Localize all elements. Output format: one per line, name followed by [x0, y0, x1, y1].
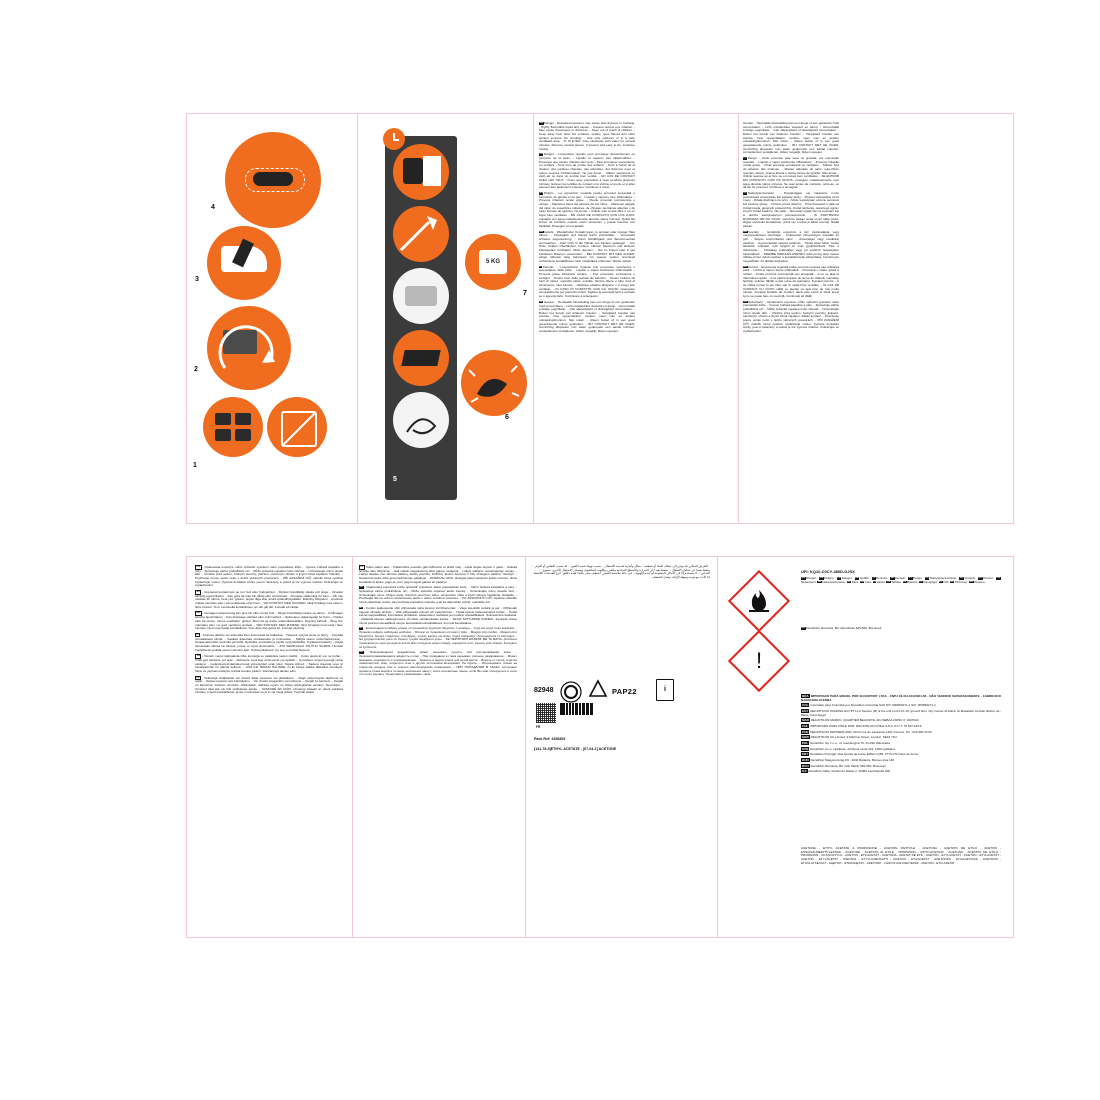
exclamation-mark-pictogram [728, 630, 790, 692]
step-number-7: 7 [523, 290, 527, 297]
importer-svn: Decathlon d.o.o. Ljubljana, Jurčkova cesta 223, 1000 Ljubljana [810, 746, 895, 751]
importer-mar: DECATHLON MAROC, QUARTIER BEAUSITE, AIN SEBAA 20250, P. 1007044 [810, 718, 919, 723]
green-dot-icon [560, 681, 582, 703]
importer-ru-text: Decathlon Romania, Bd. Iuliu Maniu 546-560, Bucureşti [806, 626, 882, 631]
fold-line [738, 114, 739, 523]
step-2-illustration [207, 306, 291, 390]
importer-ita: Decathlon Italia, Via Enrico Mattei 2, 20084 Lacchiarella (MI) [808, 769, 891, 774]
step-1-illustration-a [203, 397, 263, 457]
text-sv: - Upprepad kontakt kan ge torr hud eller hudsprickor. - Mycket brandfarlig vätska och ånga. - Orsakar allvarlig ögonirritation. - Kan göra att man blir dåsig eller omtöcknad. - Förvaras oåtkomligt för barn. - Får inte utsättas för värme, heta ytor, gnistor, öppen låga eller andra antändningskällor. Rökning förbjuden. - Används endast utomhus eller i väl ventilerade utrymmen. - VID KONTAKT MED ÖGONEN: skölj försiktigt med vatten i flera minuter. Ta ur eventuella kontaktlinser om det går lätt. Fortsätt att skölja. [195, 590, 343, 609]
step-number-2: 2 [194, 366, 198, 373]
text-nl: Gevaar. - Herhaalde blootstelling kan een droge of een gebarsten huid veroorzaken. - Licht ontvlambare vloeistof en damp. - Veroorzaakt ernstige oogirritatie. - Kan slaperigheid of duizeligheid veroorzaken. - Buiten het bereik van kinderen houden. - Verwijderd houden van warmte, hete oppervlakken, vonken, open vuur en andere ontstekingsbronnen. Niet roken. - Alleen buiten of in een goed geventileerde ruimte gebruiken. - BIJ CONTACT MET DE OGEN: voorzichtig afspoelen met water gedurende een aantal minuten; contactlenzen verwijderen, indien mogelijk; blijven spoelen. [539, 299, 635, 334]
step-4-illustration [225, 132, 321, 228]
text-tr: - Tekrarlı maruz kalmalarda ciltte kuruluğa ve çatlaklara neden olabilir. - Kolay alevlenir sıvı ve buhar. - Ciddi göz tahrişine yol açar. - Rehavete veya baş dönmesine yol açabilir. - Çocukların erişemeyeceği yerde saklayın. - Isıdan/kıvılcımdan/alev/sıcak yüzeylerden uzak tutun. Sigara içilmez. - Sadece dışarıda veya iyi havalandırılan bir alanda kullanın. - GÖZ İLE TEMASI HALİNDE: su ile birkaç dakika dikkatlice durulayın. Takılı ve yapması kolaysa, kontak lensleri çıkarın. Durulamaya devam edin. [195, 654, 343, 673]
text-cs: - Opakovaná expozice může způsobit vysušení nebo popraskání kůže. - Vysoce hořlavá kapalina a páry. - Způsobuje vážné podráždění očí. - Může způsobit ospalost nebo závratě. - Uchovávejte mimo dosah dětí. - Chraňte před teplem, horkými povrchy, jiskrami, otevřeným ohněm a jinými zdroji zapálení. Nekuřte. - Používejte pouze venku nebo v dobře větraných prostorách. - PŘI ZASAŽENÍ OČÍ: několik minut opatrně vyplachujte vodou. Vyjměte kontaktní čočky, jsou-li nasazeny a pokud je lze vyjmout snadno. Pokračujte ve vyplachování. [195, 565, 343, 588]
strip-step-d [393, 330, 449, 386]
importer-bra: IMPORTADO PARA BRASIL POR IGUASPORT LTDA - CNPJ 02.314.041/0021-58 - NÃO VENDIDO SEPARADAMENTE - FABRICADO NA/EM INGLATERRA [801, 694, 1001, 702]
leaflet-bottom-sheet [186, 556, 1014, 938]
text-hu: Veszély. - Ismétlődő expozíció a bőr kiszáradását vagy megrepedezését okozhatja. - Fokozottan tűzveszélyes folyadék és gőz. - Súlyos szemirritációt okoz. - Álmosságot vagy szédülést okozhat. - Gyermekektől elzárva tartandó. - Tartsa távol hőtől, meleg felülettől, szikrától, nyílt lángtól és más gyújtóforrástól. Tilos a dohányzás. - Kizárólag szabadban vagy jól szellőző helyiségben használható. - SZEMBE KERÜLÉS ESETÉN: több percig tartó óvatos öblítés vízzel. Adott esetben a kontaktlencsék eltávolítása, ha könnyen megoldható. Az öblítés folytatása. [743, 229, 839, 263]
importer-rou: Decathlon Romania, Bd. Iuliu Maniu 546-560, Bucureşti [810, 763, 886, 768]
text-cs-top: Nebezpečí. - Opakovaná expozice může způsobit vysušení nebo popraskání kůže. - Vysoce hořlavá kapalina a páry. - Způsobuje vážné podráždění očí. - Může způsobit ospalost nebo závratě. - Uchovávejte mimo dosah dětí. - Chraňte před teplem, horkými povrchy, jiskrami, otevřeným ohněm a jinými zdroji zapálení. Zákaz kouření. - Používejte pouze venku nebo v dobře větraných prostorách. - PŘI ZASAŽENÍ OČÍ: několik minut opatrně vyplachujte vodou. Vyjměte kontaktní čočky, jsou-li nasazeny a pokud je lze vyjmout snadno. Pokračujte ve vyplachování. [743, 299, 839, 333]
step-number-3: 3 [195, 276, 199, 283]
text-ru: - Повторяющееся воздействие может вызывать сухость или растрескивание кожи. - Легковоспламеняющаяся жидкость и пар. - При попадании в глаза вызывает сильное раздражение. - Может вызывать сонливость и головокружение. - Хранить в недоступном для детей месте. - Беречь от тепла, горячих поверхностей, искр, открытого огня и других источников возгорания. Не курить. - Использовать только на открытом воздухе или в хорошо вентилируемом помещении. - ПРИ ПОПАДАНИИ В ГЛАЗА: осторожно промыть глаза водой в течение нескольких минут; снять контактные линзы, если Вы ими пользуетесь и если это легко сделать. Продолжить промывание глаза. [359, 650, 517, 677]
text-lv: - Vēlreizēja izdalīšanās var izraisīt ādas sausumu vai plaisāšanu. - Viegli uzliesmojošs šķidrums un tvaiki. - Izraisa nopietnu acu kairinājumu. - Var izraisīt miegainību vai reiboņus. - Sargāt no bērniem. - Sargāt no karstuma, karstām virsmām, dzirkstelēm, atklātas uguns un citiem aizdegšanās avotiem. Nesmēķēt. - Izmantot tikai ārā vai labi vēdināmās telpās. - SASKARĒ AR ACĪM: uzmanīgi izskalot ar ūdeni vairākas minūtes. Izņemt kontaktlēcas, ja tās ir ievietotas un ja to var viegli izdarīt. Turpināt skalot. [195, 675, 343, 695]
importer-egy: DECATHLON TRADING EGYPT LLC Section (B) of the unit no A1-07-10, ground floor, City Center Al-Maza, Al-Mokattam Al-Arab district, AL-Maza, Cairo Egypt [801, 708, 1001, 717]
step-7-illustration [465, 234, 521, 290]
importer-hun: Decathlon Magyarország Kft., 2040 Budaörs, Baross utca 146 [810, 757, 895, 762]
weight-label: 5 KG [479, 250, 507, 274]
text-pl: Niebezpieczeństwo. - Powtarzające się narażenie może powodować wysuszanie lub pękanie skóry. - Wysoce łatwopalna ciecz i pary. - Działa drażniąco na oczy. - Może wywoływać uczucie senności lub zawroty głowy. - Chronić przed dziećmi. - Przechowywać z dala od źródeł ciepła, gorących powierzchni, źródeł iskrzenia, otwartego ognia i innych źródeł zapłonu. Nie palić. - Stosować wyłącznie na zewnątrz lub w dobrze wentylowanym pomieszczeniu. - W PRZYPADKU DOSTANIA SIĘ DO OCZU: ostrożnie płukać wodą przez kilka minut. Wyjąć soczewki kontaktowe, jeżeli są i można je łatwo usunąć. Nadal płukać. [743, 191, 839, 228]
mobius-loop-icon [586, 679, 610, 703]
text-el: - Επανειλημμένη έκθεση μπορεί να προκαλέσει ξηρότητα δέρματος ή σκάσιμο. - Υγρό και ατμοί πολύ εύφλεκτα. - Προκαλεί σοβαρό οφθαλμικό ερεθισμό. - Μπορεί να προκαλέσει υπνηλία ή ζάλη. - Μακριά από παιδιά. - Μακριά από θερμότητα, θερμές επιφάνειες, σπινθήρες, γυμνές φλόγες και άλλες πηγές ανάφλεξης. Απαγορεύεται το κάπνισμα. - Να χρησιμοποιείται μόνο σε ανοικτό ή καλά αεριζόμενο χώρο. - ΣΕ ΠΕΡΙΠΤΩΣΗ ΕΠΑΦΗΣ ΜΕ ΤΑ ΜΑΤΙΑ: ξεπλύνετε προσεκτικά με νερό για αρκετά λεπτά. Εάν υπάρχουν φακοί επαφής, αφαιρέστε τους, εφόσον είναι εύκολο. Συνεχίστε να ξεπλένετε. [359, 626, 517, 649]
text-fr: Danger - L'exposition répétée peut provoquer dessèchement ou gerçures de la peau. - Liquide et vapeurs très inflammables. - Provoque une sévère irritation des yeux. - Peut provoquer somnolence ou vertiges - Tenir hors de portée des enfants. - Tenir à l'écart de la chaleur, des surfaces chaudes, des étincelles, des flammes nues et autres sources d'inflammation. Ne pas fumer. - Utiliser seulement en plein air ou dans un endroit bien ventilé. - EN CAS DE CONTACT AVEC LES YEUX : rincer avec précaution à l'eau pendant plusieurs minutes. Enlever les lentilles de contact si la victime en porte et si elles peuvent être facilement enlevées. Continuer à rincer. [539, 152, 635, 190]
codes-column [532, 565, 710, 925]
strip-step-c [393, 268, 449, 324]
text-fi: - Toistuva altistus voi aiheuttaa ihon kuivumista tai halkeilua. - Helposti syttyvä neste ja höyry. - Ärsyttää voimakkaasti silmiä. - Saattaa aiheuttaa uneliaisuutta ja huimausta. - Säilytä lasten ulottumattomissa. - Suojaa lämmöltä, kuumilta pinnoilta, kipinöiltä, avotulelta ja muilta sytytyslähteiltä. Tupakointi kielletty. - Käytä ainoastaan ulkona tai tiloissa, joissa on hyvä ilmanvaihto. - JOS KEMIKAALIA JOUTUU SILMIIN: Huuhdo huolellisesti vedellä usean minuutin ajan. Poista piilolinssit, jos sen voi tehdä helposti. [195, 632, 343, 652]
fold-line [525, 557, 526, 937]
step-1-illustration-b [267, 397, 327, 457]
step-number-1: 1 [193, 462, 197, 469]
text-column-a: ENDanger - Repeated exposure may cause skin dryness or cracking. - Highly flammable liquid and vapour. - Causes serious eye irritation. - May cause drowsiness or dizziness. - Keep out of reach of children. - Keep away from heat, hot surfaces, sparks, open flames and other ignition sources. No smoking. - Use only outdoors or in a well-ventilated area. - IF IN EYES: rinse cautiously with water for several minutes. Remove contact lenses, if present and easy to do. Continue rinsing. FRDanger - L'exposition répétée peut provoquer dessèchement ou gerçures de la peau. - Liquide et vapeurs très inflammables. - Provoque une sévère irritation des yeux. - Peut provoquer somnolence ou vertiges - Tenir hors de portée des enfants. - Tenir à l'écart de la chaleur, des surfaces chaudes, des étincelles, des flammes nues et autres sources d'inflammation. Ne pas fumer. - Utiliser seulement en plein air ou dans un endroit bien ventilé. - EN CAS DE CONTACT AVEC LES YEUX : rincer avec précaution à l'eau pendant plusieurs minutes. Enlever les lentilles de contact si la victime en porte et si elles peuvent être facilement enlevées. Continuer à rincer. ESPeligro - La exposición repetida puede provocar sequedad o formación de grietas en la piel. - Líquido y vapores muy inflamables. - Provoca irritación ocular grave. - Puede provocar somnolencia o vértigo. - Mantener fuera del alcance de los niños. - Mantener alejado del calor, de superficies calientes, de chispas, las llamas abiertas y de otras fuentes de ignición. No fumar. - Utilizar sólo al aire libre o en un lugar bien ventilado. - EN CASO DE CONTACTO CON LOS OJOS: enjuagar con agua cuidadosamente durante varios minutos. Quitar las lentes de contacto cuando estén presentes y pueda hacerse con facilidad. Proseguir con el lavado. DEGefahr - Wiederholter Kontakt kann zu spröder oder rissiger Haut führen. - Flüssigkeit und Dampf leicht entzündbar. - Verursacht schwere Augenreizung. - Kann Schläfrigkeit und Benommenheit verursachen. - Darf nicht in die Hände von Kindern gelangen. - Von Hitze, heißen Oberflächen, Funken, offenen Flammen und anderen Zündquellen fernhalten. Nicht rauchen. - Nur im Freien oder in gut belüfteten Räumen verwenden. - BEI KONTAKT MIT DEN AUGEN: einige Minuten lang behutsam mit wasser spülen. Eventuell vorhandene kontaktlinsen nach möglichkeit entfernen. Weiter spülen. ITPericolo - L'esposizione ripetuta può provocare secchezza o screpolature della pelle. - Liquido e vapori facilmente infiammabili. - Provoca grave irritazione oculare. - Può provocare sonnolenza o vertigini. - Tenere fuori dalla portata dei bambini. - Tenere lontano da fonti di calore, superfici calde, scintille, fiamme libere o altre fonti di accensione. Non fumare. - Utilizzare soltanto all'aperto o in luogo ben ventilato. - IN CASO DI CONTATTO CON GLI OCCHI: sciacquare accuratamente per parecchi minuti. Togliere le eventuali lenti a contatto se è agevole farlo. Continuare a sciacquare. NLGevaar. - Herhaalde blootstelling kan een droge of een gebarsten huid veroorzaken. - Licht ontvlambare vloeistof en damp. - Veroorzaakt ernstige oogirritatie. - Kan slaperigheid of duizeligheid veroorzaken. - Buiten het bereik van kinderen houden. - Verwijderd houden van warmte, hete oppervlakken, vonken, open vuur en andere ontstekingsbronnen. Niet roken. - Alleen buiten of in een goed geventileerde ruimte gebruiken. - BIJ CONTACT MET DE OGEN: voorzichtig afspoelen met water gedurende een aantal minuten; contactlenzen verwijderen, indien mogelijk; blijven spoelen. [539, 121, 635, 334]
qr-code [536, 703, 556, 723]
barcode [560, 703, 620, 715]
importer-list: BRA IMPORTADO PARA BRASIL POR IGUASPORT LTDA - CNPJ 02.314.041/0021-58 - NÃO VENDIDO SEPARADAMENTE - FABRICADO NA/EM INGLATERRA COL Importado para Colombia por Decathlon Colombia SAS NIT: 900860271-1 SIC: 900860271-1 EGY DECATHLON TRADING EGYPT LLC Section (B) of the unit no A1-07-10, ground floor, City Center Al-Maza, Al-Mokattam Al-Arab district, AL-Maza, Cairo Egypt MAR DECATHLON MAROC, QUARTIER BEAUSITE, AIN SEBAA 20250, P. 1007044 CHL IMPORTADO PARA CHILE POR: DECATHLON CHILE S.P.A. R.U.T. 76.507.443-6 CHE DECATHLON SWITZERLAND, 20 bis rue de Lausanne 1201 Genève, Tel : 022 900 32 50 GBR DECATHLON UK Limited, 9 Martime Street, London, SE16 7FU POL Decathlon Sp. z o.o., ul. Geodezyjna 76, 03-290 Warszawa SVN Decathlon d.o.o. Ljubljana, Jurčkova cesta 223, 1000 Ljubljana PRT Decathlon Portugal, Rua Quinta da Fonte Edificio Q56, 2770-071 Paço de Arcos HUN Decathlon Magyarország Kft., 2040 Budaörs, Baross utca 146 ROU Decathlon Romania, Bd. Iuliu Maniu 546-560, Bucureşti ITA Decathlon Italia, Via Enrico Mattei 2, 20084 Lacchiarella (MI) [801, 694, 1001, 774]
hazard-and-importer-column [723, 565, 1007, 929]
strip-step-b [393, 206, 449, 262]
info-icon: i [656, 679, 674, 701]
text-es: Peligro - La exposición repetida puede provocar sequedad o formación de grietas en la piel. - Líquido y vapores muy inflamables. - Provoca irritación ocular grave. - Puede provocar somnolencia o vértigo. - Mantener fuera del alcance de los niños. - Mantener alejado del calor, de superficies calientes, de chispas, las llamas abiertas y de otras fuentes de ignición. No fumar. - Utilizar sólo al aire libre o en un lugar bien ventilado. - EN CASO DE CONTACTO CON LOS OJOS: enjuagar con agua cuidadosamente durante varios minutos. Quitar las lentes de contacto cuando estén presentes y pueda hacerse con facilidad. Proseguir con el lavado. [539, 191, 635, 229]
pictogram-panel-strip [357, 114, 533, 523]
ufi-code: UFI: KQ10-C0CY-480D-DJSX [801, 569, 855, 574]
text-column-c: CS - Opakovaná expozice může způsobit vysušení nebo popraskání kůže. - Vysoce hořlavá kapalina a páry. - Způsobuje vážné podráždění očí. - Může způsobit ospalost nebo závratě. - Uchovávejte mimo dosah dětí. - Chraňte před teplem, horkými povrchy, jiskrami, otevřeným ohněm a jinými zdroji zapálení. Nekuřte. - Používejte pouze venku nebo v dobře větraných prostorách. - PŘI ZASAŽENÍ OČÍ: několik minut opatrně vyplachujte vodou. Vyjměte kontaktní čočky, jsou-li nasazeny a pokud je lze vyjmout snadno. Pokračujte ve vyplachování. SV - Upprepad kontakt kan ge torr hud eller hudsprickor. - Mycket brandfarlig vätska och ånga. - Orsakar allvarlig ögonirritation. - Kan göra att man blir dåsig eller omtöcknad. - Förvaras oåtkomligt för barn. - Får inte utsättas för värme, heta ytor, gnistor, öppen låga eller andra antändningskällor. Rökning förbjuden. - Används endast utomhus eller i väl ventilerade utrymmen. - VID KONTAKT MED ÖGONEN: skölj försiktigt med vatten i flera minuter. Ta ur eventuella kontaktlinser om det går lätt. Fortsätt att skölja. DA - Gentagen eksponering kan give tør eller revnet hud. - Meget brandfarlig væske og damp. - Forårsager alvorlig øjenirritation. - Kan forårsage sløvhed eller svimmelhed. - Opbevares utilgængeligt for børn. - Holdes væk fra varme, varme overflader, gnister, åben ild og andre antændelseskilder. Rygning forbudt. - Brug kun udendørs eller i et godt ventileret område. - VED KONTAKT MED ØJNENE: Skyl forsigtigt med vand i flere minutter. Fjern eventuelle kontaktlinser, hvis dette kan gøres let. Fortsæt skylning. FI - Toistuva altistus voi aiheuttaa ihon kuivumista tai halkeilua. - Helposti syttyvä neste ja höyry. - Ärsyttää voimakkaasti silmiä. - Saattaa aiheuttaa uneliaisuutta ja huimausta. - Säilytä lasten ulottumattomissa. - Suojaa lämmöltä, kuumilta pinnoilta, kipinöiltä, avotulelta ja muilta sytytyslähteiltä. Tupakointi kielletty. - Käytä ainoastaan ulkona tai tiloissa, joissa on hyvä ilmanvaihto. - JOS KEMIKAALIA JOUTUU SILMIIN: Huuhdo huolellisesti vedellä usean minuutin ajan. Poista piilolinssit, jos sen voi tehdä helposti. TR - Tekrarlı maruz kalmalarda ciltte kuruluğa ve çatlaklara neden olabilir. - Kolay alevlenir sıvı ve buhar. - Ciddi göz tahrişine yol açar. - Rehavete veya baş dönmesine yol açabilir. - Çocukların erişemeyeceği yerde saklayın. - Isıdan/kıvılcımdan/alev/sıcak yüzeylerden uzak tutun. Sigara içilmez. - Sadece dışarıda veya iyi havalandırılan bir alanda kullanın. - GÖZ İLE TEMASI HALİNDE: su ile birkaç dakika dikkatlice durulayın. Takılı ve yapması kolaysa, kontak lensleri çıkarın. Durulamaya devam edin. LV - Vēlreizēja izdalīšanās var izraisīt ādas sausumu vai plaisāšanu. - Viegli uzliesmojošs šķidrums un tvaiki. - Izraisa nopietnu acu kairinājumu. - Var izraisīt miegainību vai reiboņus. - Sargāt no bērniem. - Sargāt no karstuma, karstām virsmām, dzirkstelēm, atklātas uguns un citiem aizdegšanās avotiem. Nesmēķēt. - Izmantot tikai ārā vai labi vēdināmās telpās. - SASKARĒ AR ACĪM: uzmanīgi izskalot ar ūdeni vairākas minūtes. Izņemt kontaktlēcas, ja tās ir ievietotas un ja to var viegli izdarīt. Turpināt skalot. [195, 565, 343, 695]
pap-code: PAP22 [612, 687, 637, 696]
strip-step-a [393, 144, 449, 200]
fold-line [717, 557, 718, 937]
pictogram-panel-left [187, 114, 357, 523]
text-ro: Pericol. - Expunerea repetată poate provoca uscarea sau crăparea pielii. - Lichid şi vapori foarte inflamabili. - Provoacă o iritare gravă a ochilor. - Poate provoca somnolenţă sau ameţeală. - A nu se lăsa la îndemâna copiilor. - A se păstra departe de surse de căldură, suprafeţe fierbinţi, scântei, flăcări şi alte surse de aprindere. Fumatul interzis. - A se utiliza numai în aer liber sau în spaţii bine ventilate. - ÎN CAZ DE CONTACT CU OCHII: clătiţi cu atenţie cu apă timp de mai multe minute. Scoateţi lentilele de contact, dacă este cazul şi dacă acest lucru se poate face cu uşurinţă. Continuaţi să clătiţi. [743, 264, 839, 298]
importer-col: Importado para Colombia por Decathlon Colombia SAS NIT: 900860271-1 SIC: 900860271-1 [810, 703, 936, 708]
exclamation-icon: ! [755, 648, 763, 673]
text-pt: Perigo. - Pode provocar pele seca ou gretada, por exposição repetida. - Líquido e vapor facilmente inflamáveis. - Provoca irritação ocular grave. - Pode provocar sonolência ou vertigens. - Manter fora do alcance das crianças. - Manter afastado do calor, superfícies quentes, faísca, chama aberta e outras fontes de ignição. Não fumar. - Utilizar apenas ao ar livre ou em locais bem ventilados. - SE ENTRAR EM CONTACTO COM OS OLHOS: enxaguar cuidadosamente com água durante vários minutos. Se usar lentes de contacto, retire-as, se tal lhe for possível. Continue a enxaguar. [743, 156, 839, 190]
text-da: - Gentagen eksponering kan give tør eller revnet hud. - Meget brandfarlig væske og damp. - Forårsager alvorlig øjenirritation. - Kan forårsage sløvhed eller svimmelhed. - Opbevares utilgængeligt for børn. - Holdes væk fra varme, varme overflader, gnister, åben ild og andre antændelseskilder. Rygning forbudt. - Brug kun udendørs eller i et godt ventileret område. - VED KONTAKT MED ØJNENE: Skyl forsigtigt med vand i flere minutter. Fjern eventuelle kontaktlinser, hvis dette kan gøres let. Fortsæt skylning. [195, 611, 343, 631]
importer-gbr: DECATHLON UK Limited, 9 Martime Street, London, SE16 7FU [810, 735, 897, 740]
fold-line [352, 557, 353, 937]
text-ar: - التعرض المتكرر قد يؤدي إلى جفاف الجلد أو تشققه. - سائل وأبخرة شديدة الاشتعال. - يسبب تهيجا شديدا للعين. - قد يسبب النعاس أو الدوار. - يحفظ بعيدا عن متناول الأطفال. - يحفظ بعيدا عن الحرارة والأسطح الساخنة والشرر واللهب المكشوف ومصادر الاشتعال الأخرى. ممنوع التدخين. - لا يستخدم إلا في الأماكن المفتوحة أو جيدة التهوية. - في حالة ملامسة العينين: اشطف بحذر بالماء لعدة دقائق. انزع العدسات اللاصقة إذا كانت موجودة وسهلة الإزالة. واصل الشطف. [532, 564, 710, 579]
text-column-b: Gevaar. - Herhaalde blootstelling kan een droge of een gebarsten huid veroorzaken. - Licht ontvlambare vloeistof en damp. - Veroorzaakt ernstige oogirritatie. - Kan slaperigheid of duizeligheid veroorzaken. - Buiten het bereik van kinderen houden. - Verwijderd houden van warmte, hete oppervlakken, vonken, open vuur en andere ontstekingsbronnen. Niet roken. - Alleen buiten of in een goed geventileerde ruimte gebruiken. - BIJ CONTACT MET DE OGEN: voorzichtig afspoelen met water gedurende een aantal minuten; contactlenzen verwijderen, indien mogelijk; blijven spoelen. PTPerigo. - Pode provocar pele seca ou gretada, por exposição repetida. - Líquido e vapor facilmente inflamáveis. - Provoca irritação ocular grave. - Pode provocar sonolência ou vertigens. - Manter fora do alcance das crianças. - Manter afastado do calor, superfícies quentes, faísca, chama aberta e outras fontes de ignição. Não fumar. - Utilizar apenas ao ar livre ou em locais bem ventilados. - SE ENTRAR EM CONTACTO COM OS OLHOS: enxaguar cuidadosamente com água durante vários minutos. Se usar lentes de contacto, retire-as, se tal lhe for possível. Continue a enxaguar. PLNiebezpieczeństwo. - Powtarzające się narażenie może powodować wysuszanie lub pękanie skóry. - Wysoce łatwopalna ciecz i pary. - Działa drażniąco na oczy. - Może wywoływać uczucie senności lub zawroty głowy. - Chronić przed dziećmi. - Przechowywać z dala od źródeł ciepła, gorących powierzchni, źródeł iskrzenia, otwartego ognia i innych źródeł zapłonu. Nie palić. - Stosować wyłącznie na zewnątrz lub w dobrze wentylowanym pomieszczeniu. - W PRZYPADKU DOSTANIA SIĘ DO OCZU: ostrożnie płukać wodą przez kilka minut. Wyjąć soczewki kontaktowe, jeżeli są i można je łatwo usunąć. Nadal płukać. HUVeszély. - Ismétlődő expozíció a bőr kiszáradását vagy megrepedezését okozhatja. - Fokozottan tűzveszélyes folyadék és gőz. - Súlyos szemirritációt okoz. - Álmosságot vagy szédülést okozhat. - Gyermekektől elzárva tartandó. - Tartsa távol hőtől, meleg felülettől, szikrától, nyílt lángtól és más gyújtóforrástól. Tilos a dohányzás. - Kizárólag szabadban vagy jól szellőző helyiségben használható. - SZEMBE KERÜLÉS ESETÉN: több percig tartó óvatos öblítés vízzel. Adott esetben a kontaktlencsék eltávolítása, ha könnyen megoldható. Az öblítés folytatása. ROPericol. - Expunerea repetată poate provoca uscarea sau crăparea pielii. - Lichid şi vapori foarte inflamabili. - Provoacă o iritare gravă a ochilor. - Poate provoca somnolenţă sau ameţeală. - A nu se lăsa la îndemâna copiilor. - A se păstra departe de surse de căldură, suprafeţe fierbinţi, scântei, flăcări şi alte surse de aprindere. Fumatul interzis. - A se utiliza numai în aer liber sau în spaţii bine ventilate. - ÎN CAZ DE CONTACT CU OCHII: clătiţi cu atenţie cu apă timp de mai multe minute. Scoateţi lentilele de contact, dacă este cazul şi dacă acest lucru se poate face cu uşurinţă. Continuaţi să clătiţi. CSNebezpečí. - Opakovaná expozice může způsobit vysušení nebo popraskání kůže. - Vysoce hořlavá kapalina a páry. - Způsobuje vážné podráždění očí. - Může způsobit ospalost nebo závratě. - Uchovávejte mimo dosah dětí. - Chraňte před teplem, horkými povrchy, jiskrami, otevřeným ohněm a jinými zdroji zapálení. Zákaz kouření. - Používejte pouze venku nebo v dobře větraných prostorách. - PŘI ZASAŽENÍ OČÍ: několik minut opatrně vyplachujte vodou. Vyjměte kontaktní čočky, jsou-li nasazeny a pokud je lze vyjmout snadno. Pokračujte ve vyplachování. [743, 121, 839, 333]
recycling-symbols-row: 82948 PAP22 i FR [534, 675, 708, 719]
importer-chl: IMPORTADO PARA CHILE POR: DECATHLON CHILE S.P.A. R.U.T. 76.507.443-6 [810, 723, 922, 728]
signal-words: ENDanger. ESPeligro. FRDanger. DEGefahr. ITPericolo. NLGevaar. PTPerigo. PLNiebezpieczeństwo. HUVeszély. ROPericol. CSNebezpečí. SKNebezpečenstvo. SVFara. DAFare. FIVaara. TRTehlike. LVBīstami. LTPavojinga. ETOht. ELΚίνδυνος. RUОпасно. [801, 576, 1000, 584]
text-it: Pericolo - L'esposizione ripetuta può provocare secchezza o screpolature della pelle. - Liquido e vapori facilmente infiammabili. - Provoca grave irritazione oculare. - Può provocare sonnolenza o vertigini. - Tenere fuori dalla portata dei bambini. - Tenere lontano da fonti di calore, superfici calde, scintille, fiamme libere o altre fonti di accensione. Non fumare. - Utilizzare soltanto all'aperto o in luogo ben ventilato. - IN CASO DI CONTATTO CON GLI OCCHI: sciacquare accuratamente per parecchi minuti. Togliere le eventuali lenti a contatto se è agevole farlo. Continuare a sciacquare. [539, 264, 635, 299]
fold-line [533, 114, 534, 523]
step-3-illustration [207, 226, 281, 300]
importer-pol: Decathlon Sp. z o.o., ul. Geodezyjna 76, 03-290 Warszawa [810, 740, 890, 745]
step-number-4: 4 [211, 204, 215, 211]
strip-step-e [393, 392, 449, 448]
importer-che: DECATHLON SWITZERLAND, 20 bis rue de Lausanne 1201 Genève, Tel : 022 900 32 50 [810, 729, 932, 734]
importer-ru: RUDecathlon Romania, Bd. Iuliu Maniu 546-560, Bucureşti [801, 626, 882, 631]
pack-ref: Pack Ref: 4456853 [534, 737, 566, 741]
text-column-d: LT Toliau pilami akis. - Pakartotinis poveikis gali išdžiovinti ar įtrūkti odą. - Labai degūs skystis ir garai. - Sukelia smarkų akių dirginimą. - Gali sukelti mieguistumą arba galvos svaigimą. - Laikyti vaikams neprieinamoje vietoje. - Laikyti atokiau nuo šilumos šaltinių, karštų paviršių, žiežirbų, atviros liepsnos ir kitų uždegimo šaltinių. Nerūkyti. - Naudoti tik lauke arba gerai vėdinamoje patalpoje. - PATEKUS Į AKIS: atsargiai plauti vandeniu kelias minutes. Išimti kontaktinius lęšius, jeigu jie yra ir jeigu lengvai galima tai padaryti. SK- Opakovaná expozícia môže spôsobiť vysušenie alebo popraskanie kože. - Veľmi horľavá kvapalina a pary. - Spôsobuje vážne podráždenie očí. - Môže spôsobiť ospalosť alebo závraty. - Uchovávajte mimo dosahu detí. - Uchovávajte mimo zdrojov tepla, horúcich povrchov, iskier, otvoreného ohňa a iných zdrojov zapálenia. Nefajčite. - Používajte iba na voľnom priestranstve alebo v dobre vetranom priestore. - PO ZASIAHNUTÍ OČÍ: Opatrne niekoľko minút oplachujte vodou. Ak používate kontaktné šošovky a ak sa dajú ľahko vybrať, odstráňte ich. ET- Korduv kokkupuude võib põhjustada naha kuivust või lõhenemist. - Väga tuleohtlik vedelik ja aur. - Põhjustab tugevat silmade ärritust. - Võib põhjustada unisust või peapööritust. - Hoida lastele kättesaamatus kohas. - Hoida eemal soojusallikast, kuumadest pindadest, sädemetest, leekidest ja muudest süüteallikatest. Suitsetamine keelatud. - Käidelda üksnes välitingimustes või hästi ventileeritavas kohas. - SILMA SATTUMISE KORRAL: loputada mitme minuti jooksul ettevaatlikult veega. Eemaldada kontaktläätsed, kui neid kasutatakse. EL- Επανειλημμένη έκθεση μπορεί να προκαλέσει ξηρότητα δέρματος ή σκάσιμο. - Υγρό και ατμοί πολύ εύφλεκτα. - Προκαλεί σοβαρό οφθαλμικό ερεθισμό. - Μπορεί να προκαλέσει υπνηλία ή ζάλη. - Μακριά από παιδιά. - Μακριά από θερμότητα, θερμές επιφάνειες, σπινθήρες, γυμνές φλόγες και άλλες πηγές ανάφλεξης. Απαγορεύεται το κάπνισμα. - Να χρησιμοποιείται μόνο σε ανοικτό ή καλά αεριζόμενο χώρο. - ΣΕ ΠΕΡΙΠΤΩΣΗ ΕΠΑΦΗΣ ΜΕ ΤΑ ΜΑΤΙΑ: ξεπλύνετε προσεκτικά με νερό για αρκετά λεπτά. Εάν υπάρχουν φακοί επαφής, αφαιρέστε τους, εφόσον είναι εύκολο. Συνεχίστε να ξεπλένετε. RU- Повторяющееся воздействие может вызывать сухость или растрескивание кожи. - Легковоспламеняющаяся жидкость и пар. - При попадании в глаза вызывает сильное раздражение. - Может вызывать сонливость и головокружение. - Хранить в недоступном для детей месте. - Беречь от тепла, горячих поверхностей, искр, открытого огня и других источников возгорания. Не курить. - Использовать только на открытом воздухе или в хорошо вентилируемом помещении. - ПРИ ПОПАДАНИИ В ГЛАЗА: осторожно промыть глаза водой в течение нескольких минут; снять контактные линзы, если Вы ими пользуетесь и если это легко сделать. Продолжить промывание глаза. [359, 565, 517, 677]
flame-icon [739, 581, 779, 621]
step-6-illustration [461, 350, 527, 416]
text-sk: - Opakovaná expozícia môže spôsobiť vysušenie alebo popraskanie kože. - Veľmi horľavá kvapalina a pary. - Spôsobuje vážne podráždenie očí. - Môže spôsobiť ospalosť alebo závraty. - Uchovávajte mimo dosahu detí. - Uchovávajte mimo zdrojov tepla, horúcich povrchov, iskier, otvoreného ohňa a iných zdrojov zapálenia. Nefajčite. - Používajte iba na voľnom priestranstve alebo v dobre vetranom priestore. - PO ZASIAHNUTÍ OČÍ: Opatrne niekoľko minút oplachujte vodou. Ak používate kontaktné šošovky a ak sa dajú ľahko vybrať, odstráňte ich. [359, 585, 517, 605]
cas-line: [141-78-9]ETHYL ACETATE - [67-64-1] ACETONE [534, 747, 617, 751]
text-et: - Korduv kokkupuude võib põhjustada naha kuivust või lõhenemist. - Väga tuleohtlik vedelik ja aur. - Põhjustab tugevat silmade ärritust. - Võib põhjustada unisust või peapööritust. - Hoida lastele kättesaamatus kohas. - Hoida eemal soojusallikast, kuumadest pindadest, sädemetest, leekidest ja muudest süüteallikatest. Suitsetamine keelatud. - Käidelda üksnes välitingimustes või hästi ventileeritavas kohas. - SILMA SATTUMISE KORRAL: loputada mitme minuti jooksul ettevaatlikult veega. Eemaldada kontaktläätsed, kui neid kasutatakse. [359, 605, 517, 625]
text-de: Gefahr - Wiederholter Kontakt kann zu spröder oder rissiger Haut führen. - Flüssigkeit und Dampf leicht entzündbar. - Verursacht schwere Augenreizung. - Kann Schläfrigkeit und Benommenheit verursachen. - Darf nicht in die Hände von Kindern gelangen. - Von Hitze, heißen Oberflächen, Funken, offenen Flammen und anderen Zündquellen fernhalten. Nicht rauchen. - Nur im Freien oder in gut belüfteten Räumen verwenden. - BEI KONTAKT MIT DEN AUGEN: einige Minuten lang behutsam mit wasser spülen. Eventuell vorhandene kontaktlinsen nach möglichkeit entfernen. Weiter spülen. [539, 229, 635, 264]
leaflet-top-sheet [186, 113, 1014, 524]
text-en: Danger - Repeated exposure may cause skin dryness or cracking. - Highly flammable liquid and vapour. - Causes serious eye irritation. - May cause drowsiness or dizziness. - Keep out of reach of children. - Keep away from heat, hot surfaces, sparks, open flames and other ignition sources. No smoking. - Use only outdoors or in a well-ventilated area. - IF IN EYES: rinse cautiously with water for several minutes. Remove contact lenses, if present and easy to do. Continue rinsing. [539, 121, 635, 151]
flame-pictogram [728, 570, 790, 632]
step-number-5: 5 [393, 476, 397, 483]
importer-prt: Decathlon Portugal, Rua Quinta da Fonte Edificio Q56, 2770-071 Paço de Arcos [809, 752, 919, 757]
step-number-6: 6 [505, 414, 509, 421]
ingredient-names: ACETONE - ETHYL ACETATE & PROPANONE - ACETATE D'ETHYLE - ACETONA - ACETATO DE ETILO - ACETON - ESSIGSÄUREETHYLESTER - ACETONE - ACETATO DI ETILE - PROPANON - ETHYLACETAAT - ACETONA - ACETATO DE ETILO - PROPANON - OCTAN ETYLU - ACETON - ETILACETÁT - ACETONA - ACETAT DE ETIL - ACETON - ETYLACETÁT - ACETÓN - ETYLACETÁT - ACETON - ETYLACETAT - ASETONI - ETYYLIASETAATTI - ACETON - ETILACETAT - ACETONAS - ETILACETATAS - ACETOON - ETÜÜLATSETAAT - АЦЕТОН - ЭТИЛАЦЕТАТ - ΑΚΕΤΟΝΗ - ΟΞΙΚΟΣ ΑΙΘΥΛΕΣΤΕΡΑΣ - ΑΣΕΤΟΝ - ΕΤΙΛ ΑΣΕΤΑΤ [801, 846, 1001, 865]
text-lt: Toliau pilami akis. - Pakartotinis poveikis gali išdžiovinti ar įtrūkti odą. - Labai degūs skystis ir garai. - Sukelia smarkų akių dirginimą. - Gali sukelti mieguistumą arba galvos svaigimą. - Laikyti vaikams neprieinamoje vietoje. - Laikyti atokiau nuo šilumos šaltinių, karštų paviršių, žiežirbų, atviros liepsnos ir kitų uždegimo šaltinių. Nerūkyti. - Naudoti tik lauke arba gerai vėdinamoje patalpoje. - PATEKUS Į AKIS: atsargiai plauti vandeniu kelias minutes. Išimti kontaktinius lęšius, jeigu jie yra ir jeigu lengvai galima tai padaryti. [359, 565, 517, 584]
ean-number: 82948 [534, 687, 554, 694]
text-nl-cont: Gevaar. - Herhaalde blootstelling kan een droge of een gebarsten huid veroorzaken. - Licht ontvlambare vloeistof en damp. - Veroorzaakt ernstige oogirritatie. - Kan slaperigheid of duizeligheid veroorzaken. - Buiten het bereik van kinderen houden. - Verwijderd houden van warmte, hete oppervlakken, vonken, open vuur en andere ontstekingsbronnen. Niet roken. - Alleen buiten of in een goed geventileerde ruimte gebruiken. - BIJ CONTACT MET DE OGEN: voorzichtig afspoelen met water gedurende een aantal minuten; contactlenzen verwijderen, indien mogelijk; blijven spoelen. [743, 121, 839, 155]
timer-icon [383, 128, 405, 150]
